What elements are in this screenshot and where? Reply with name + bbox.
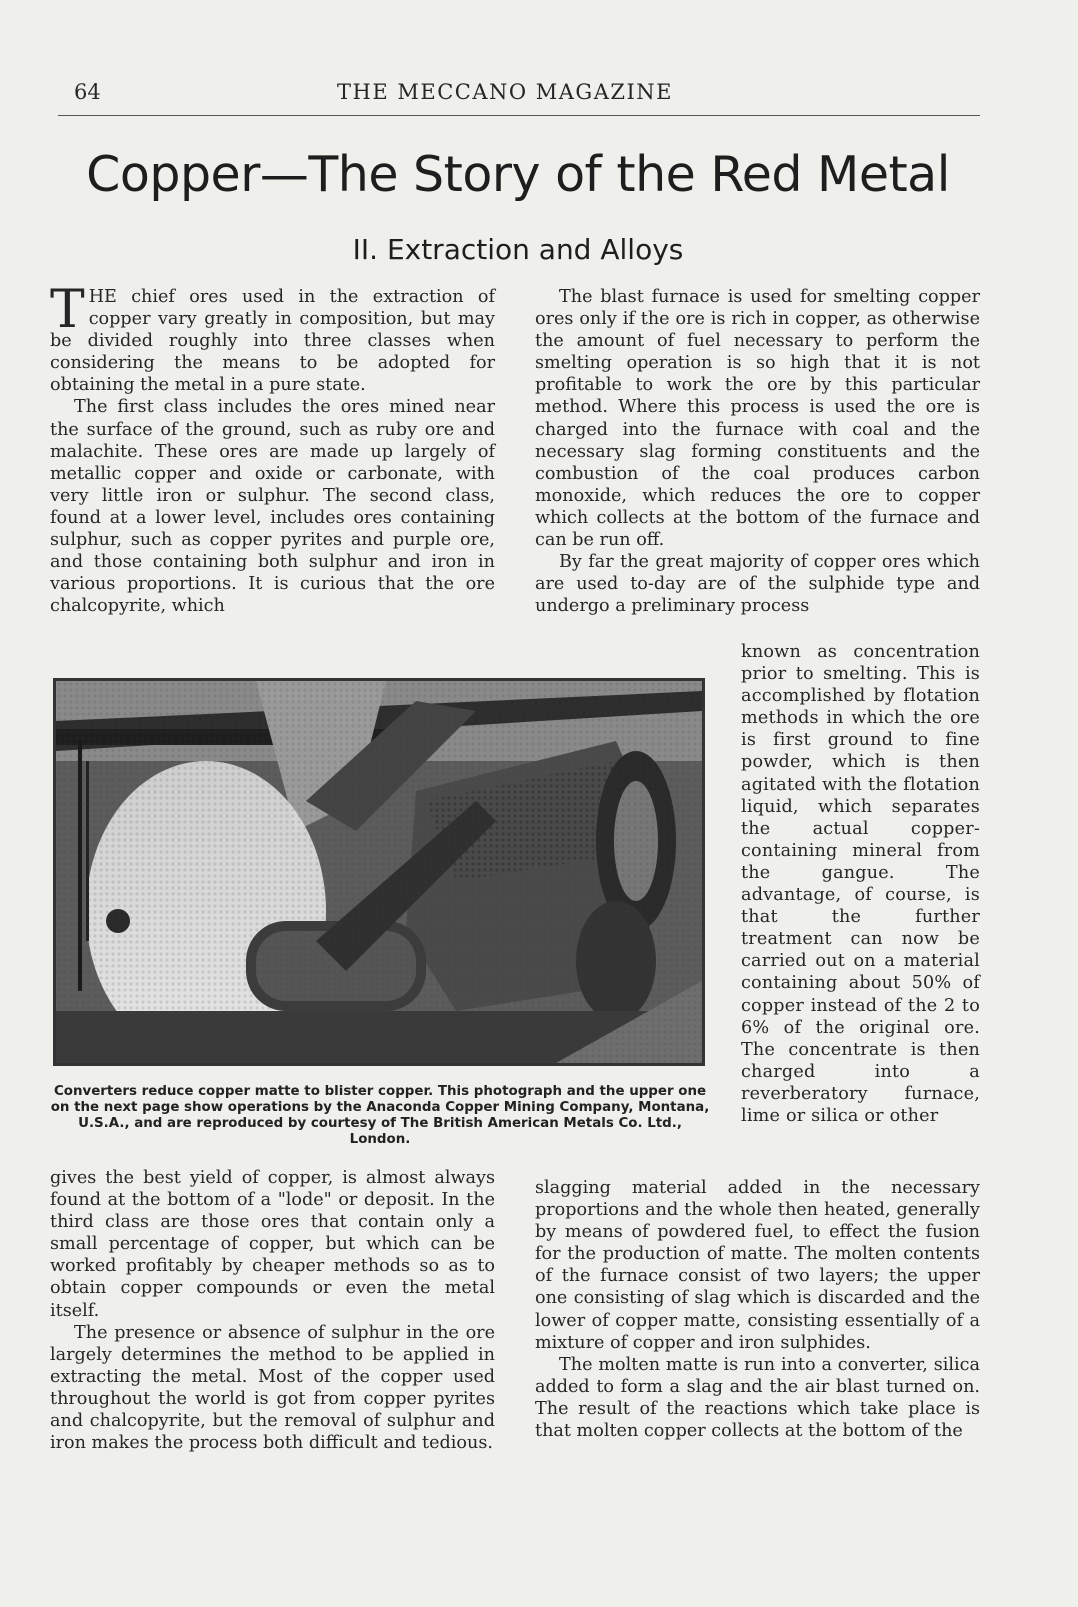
article-title: Copper—The Story of the Red Metal [86, 146, 950, 203]
right-column-narrow [741, 641, 980, 1127]
paragraph: By far the great majority of copper ores which are used to-day are of the sulphide type and undergo a preliminary process [535, 552, 980, 617]
right-column-top [535, 286, 980, 617]
left-column-bottom [50, 1167, 495, 1454]
paragraph: The blast furnace is used for smelting copper ores only if the ore is rich in copper, as otherwise the amount of fuel necessary to perform the smelting operation is so high that it is not profitable to work the ore by this particular method. Where this process is used the ore is charged into the furnace with coal and the necessary slag forming constituents and the combustion of the coal produces carbon monoxide, which reduces the ore to copper which collects at the bottom of the furnace and can be run off. [535, 287, 980, 551]
paragraph: The presence or absence of sulphur in the ore largely determines the method to be applied in extracting the metal. Most of the copper used throughout the world is got from copper pyrites and chalcopyrite, but the removal of sulphur and iron makes the process both difficult and tedious. [50, 1322, 495, 1454]
paragraph: The molten matte is run into a converter, silica added to form a slag and the air blast turned on. The result of the reactions which take place is that molten copper collects at the bottom of the [535, 1354, 980, 1442]
paragraph [50, 280, 495, 396]
paragraph: known as concentration prior to smelting. This is accomplished by flotation methods in which the ore is first ground to fine powder, which is then agitated with the flotation liquid, which separates the actual copper-containing mineral from the gangue. The advantage, of course, is that the further treatment can now be carried out on a material containing about 50% of copper instead of the 2 to 6% of the original ore. The concentrate is then charged into a reverberatory furnace, lime or silica or other [741, 642, 980, 1126]
left-column-top [50, 280, 495, 617]
article-subtitle: II. Extraction and Alloys [352, 233, 684, 266]
converter-photograph [53, 678, 705, 1066]
photo-illustration [56, 681, 702, 1063]
paragraph-text: HE chief ores used in the extraction of copper vary greatly in composition, but may be divided roughly into three classes when considering the means to be adopted for obtaining the metal in a pure state. [50, 287, 495, 396]
drop-cap: T [50, 280, 85, 340]
page-number: 64 [74, 80, 101, 104]
paragraph: slagging material added in the necessary proportions and the whole then heated, generally by means of powdered fuel, to effect the fusion for the production of matte. The molten contents of the furnace consist of two layers; the upper one consisting of slag which is discarded and the lower of copper matte, consisting essentially of a mixture of copper and iron sulphides. [535, 1178, 980, 1353]
paragraph: The first class includes the ores mined near the surface of the ground, such as ruby ore and malachite. These ores are made up largely of metallic copper and oxide or carbonate, with very little iron or sulphur. The second class, found at a lower level, includes ores containing sulphur, such as copper pyrites and purple ore, and those containing both sulphur and iron in various proportions. It is curious that the ore chalcopyrite, which [50, 397, 495, 617]
photo-caption: Converters reduce copper matte to blister copper. This photograph and the upper one on the next page show operations by the Anaconda Copper Mining Company, Montana, U.S.A., and are reproduced by courtesy of The British American Metals Co. Ltd., London. [50, 1084, 710, 1147]
right-column-bottom [535, 1177, 980, 1442]
paragraph: gives the best yield of copper, is almost always found at the bottom of a "lode" or deposit. In the third class are those ores that contain only a small percentage of copper, but which can be worked profitably by cheaper methods so as to obtain copper compounds or even the metal itself. [50, 1168, 495, 1321]
header-rule [58, 115, 980, 116]
running-head: THE MECCANO MAGAZINE [337, 80, 673, 104]
